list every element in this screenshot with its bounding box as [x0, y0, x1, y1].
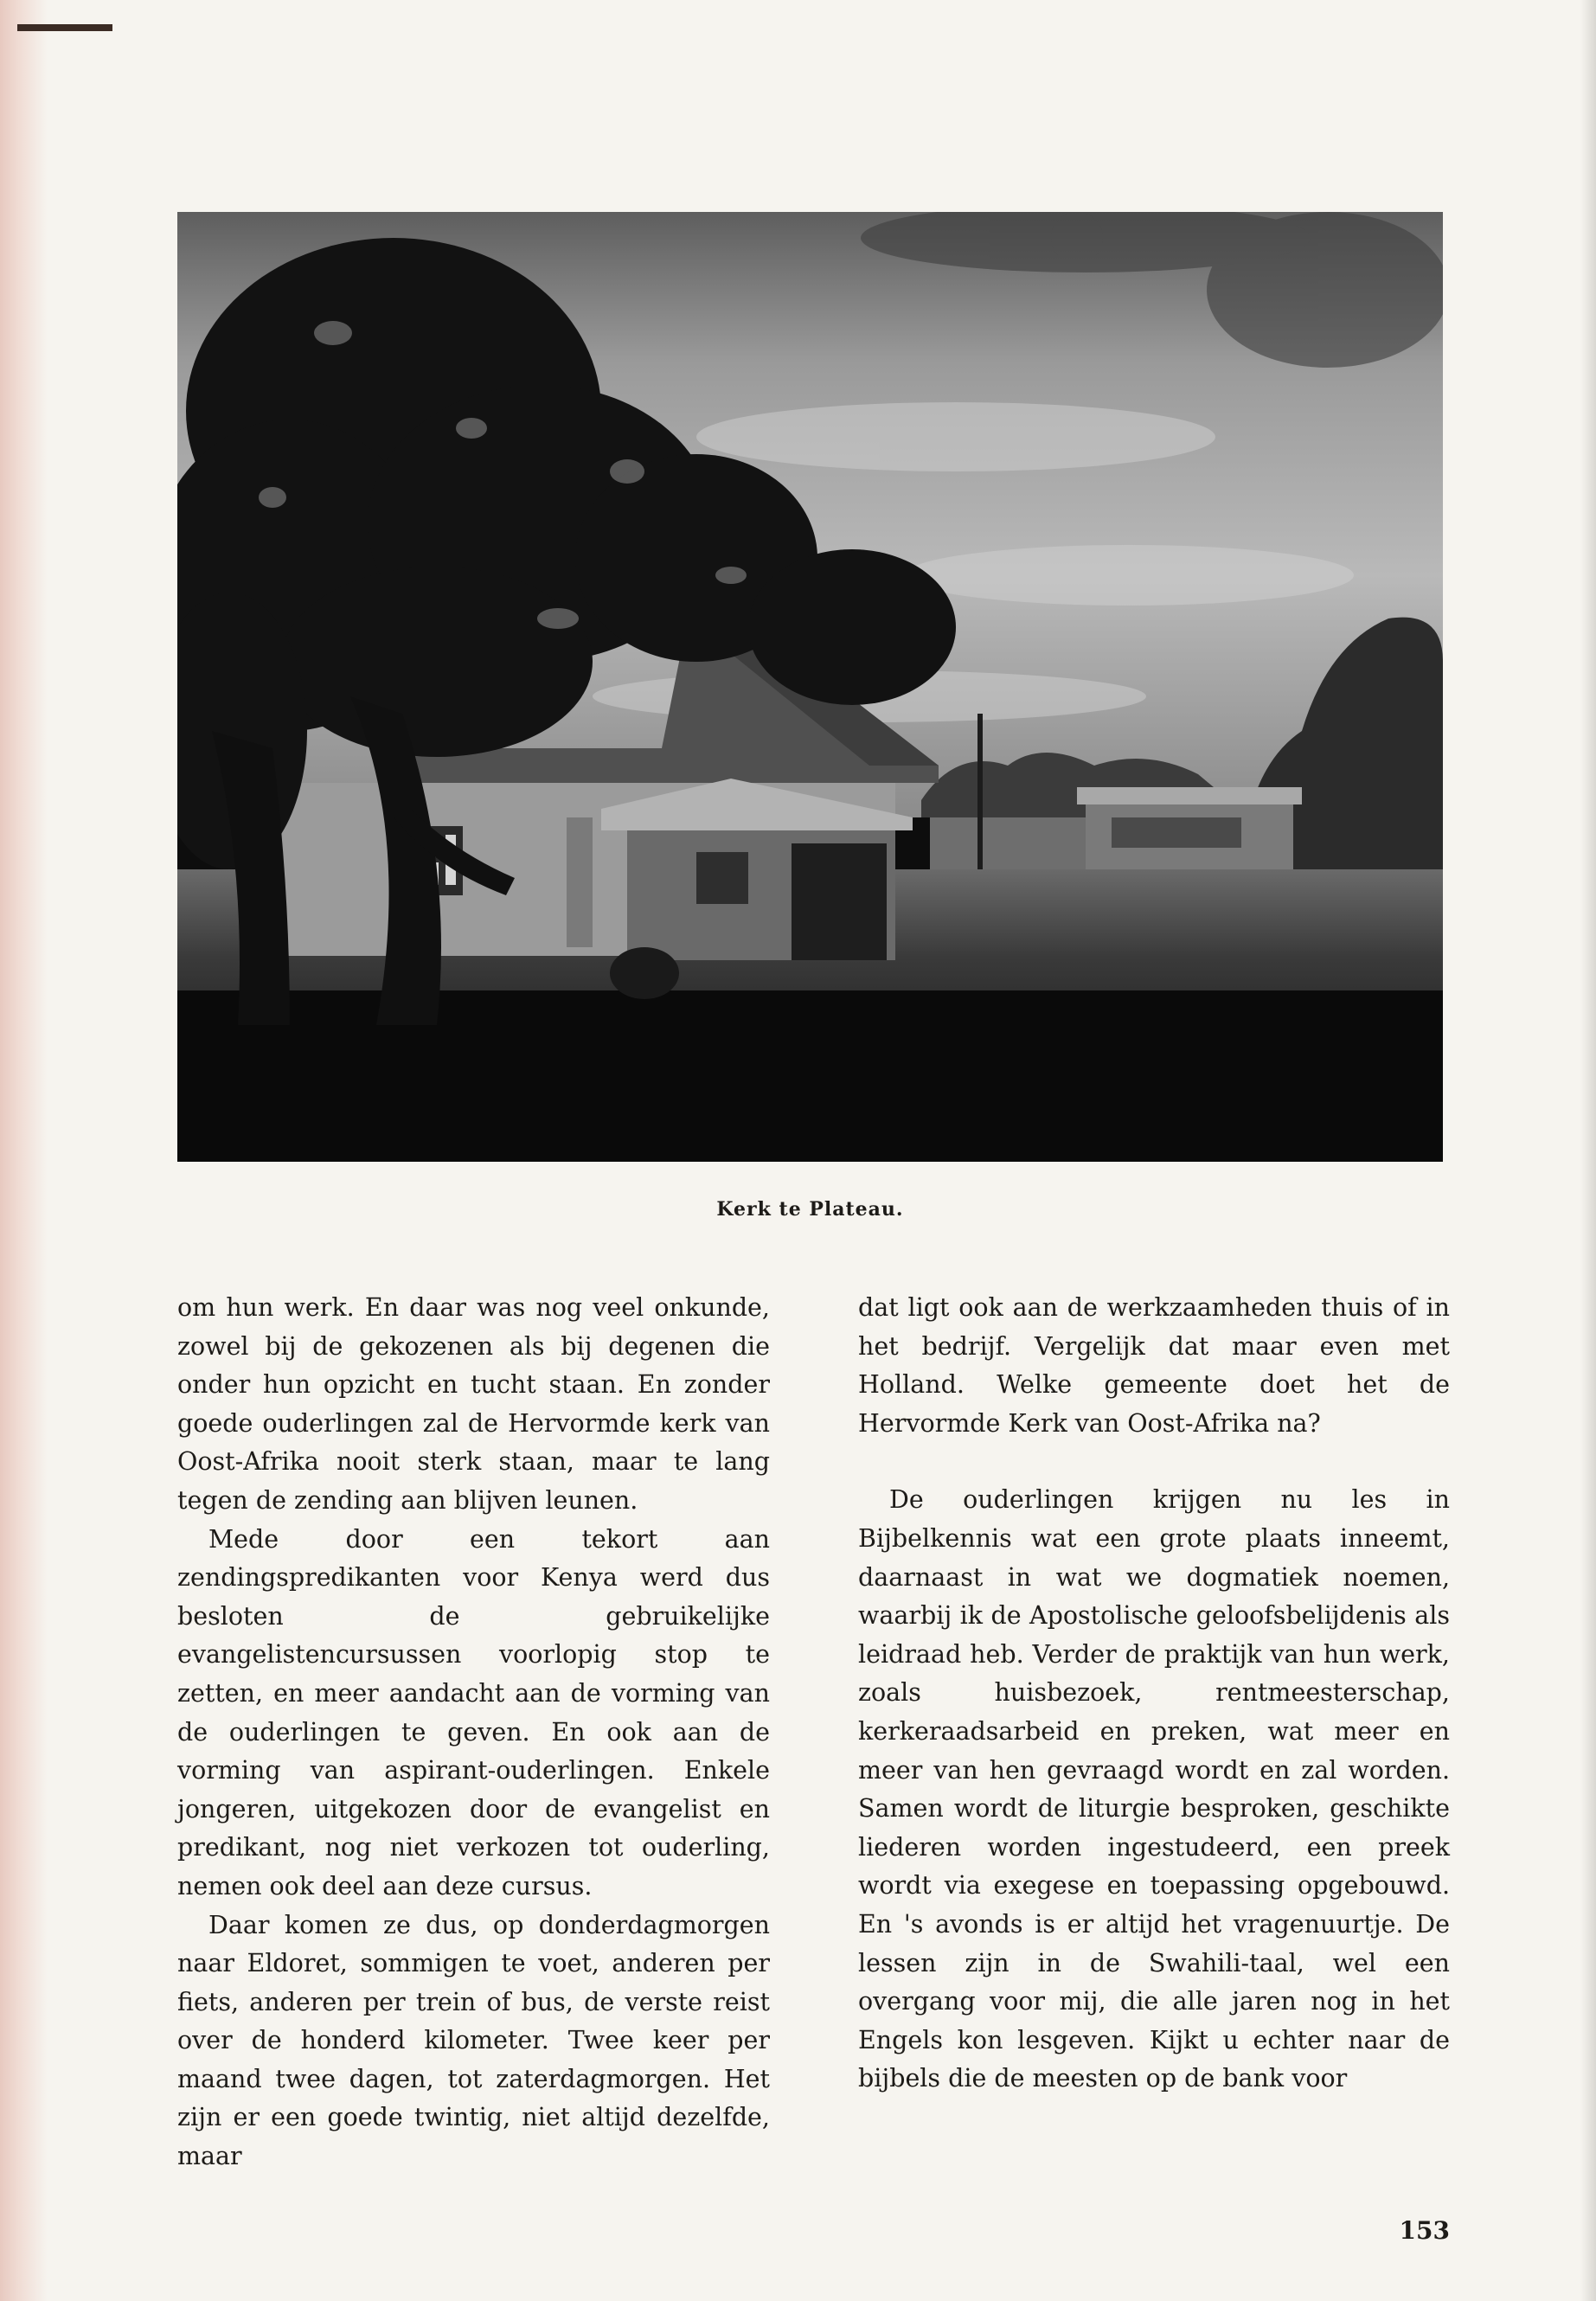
binding-mark [17, 24, 112, 31]
page-binding-edge [0, 0, 48, 2301]
paragraph: Daar komen ze dus, op donderdagmorgen naar Eldoret, sommigen te voet, anderen per fiets, anderen per trein of bus, de verste reist over de honderd kilometer. Twee keer per maand twee dagen, tot zaterdagmorgen. Het zijn er een goede twintig, niet altijd dezelfde, maar [177, 1910, 770, 2171]
right-text-column [858, 1289, 1450, 2099]
left-text-column [177, 1289, 770, 2176]
paragraph: om hun werk. En daar was nog veel onkunde, zowel bij de gekozenen als bij degenen die onder hun opzicht en tucht staan. En zonder goede ouderlingen zal de Hervormde kerk van Oost-Afrika nooit sterk staan, maar te lang tegen de zending aan blijven leunen. [177, 1293, 770, 1515]
paragraph: Mede door een tekort aan zendingspredikanten voor Kenya werd dus besloten de gebruikelijke evangelistencursussen voorlopig stop te zetten, en meer aandacht aan de vorming van de ouderlingen te geven. En ook aan de vorming van aspirant-ouderlingen. Enkele jongeren, uitgekozen door de evangelist en predikant, nog niet verkozen tot ouderling, nemen ook deel aan deze cursus. [177, 1524, 770, 1900]
page-number: 153 [1399, 2216, 1450, 2245]
church-photo [177, 212, 1443, 1162]
paragraph: dat ligt ook aan de werkzaamheden thuis of in het bedrijf. Vergelijk dat maar even met Holland. Welke gemeente doet het de Hervormde Kerk van Oost-Afrika na? [858, 1293, 1450, 1438]
photo-caption: Kerk te Plateau. [716, 1198, 904, 1221]
page-right-edge [1580, 0, 1596, 2301]
paragraph: De ouderlingen krijgen nu les in Bijbelkennis wat een grote plaats inneemt, daarnaast in wat we dogmatiek noemen, waarbij ik de Apostolische geloofsbelijdenis als leidraad heb. Verder de praktijk van hun werk, zoals huisbezoek, rentmeesterschap, kerkeraadsarbeid en preken, wat meer en meer van hen gevraagd wordt en zal worden. Samen wordt de liturgie besproken, geschikte liederen worden ingestudeerd, een preek wordt via exegese en toepassing opgebouwd. En 's avonds is er altijd het vragenuurtje. De lessen zijn in de Swahili-taal, wel een overgang voor mij, die alle jaren nog in het Engels kon lesgeven. Kijkt u echter naar de bijbels die de meesten op de bank voor [858, 1485, 1450, 2093]
